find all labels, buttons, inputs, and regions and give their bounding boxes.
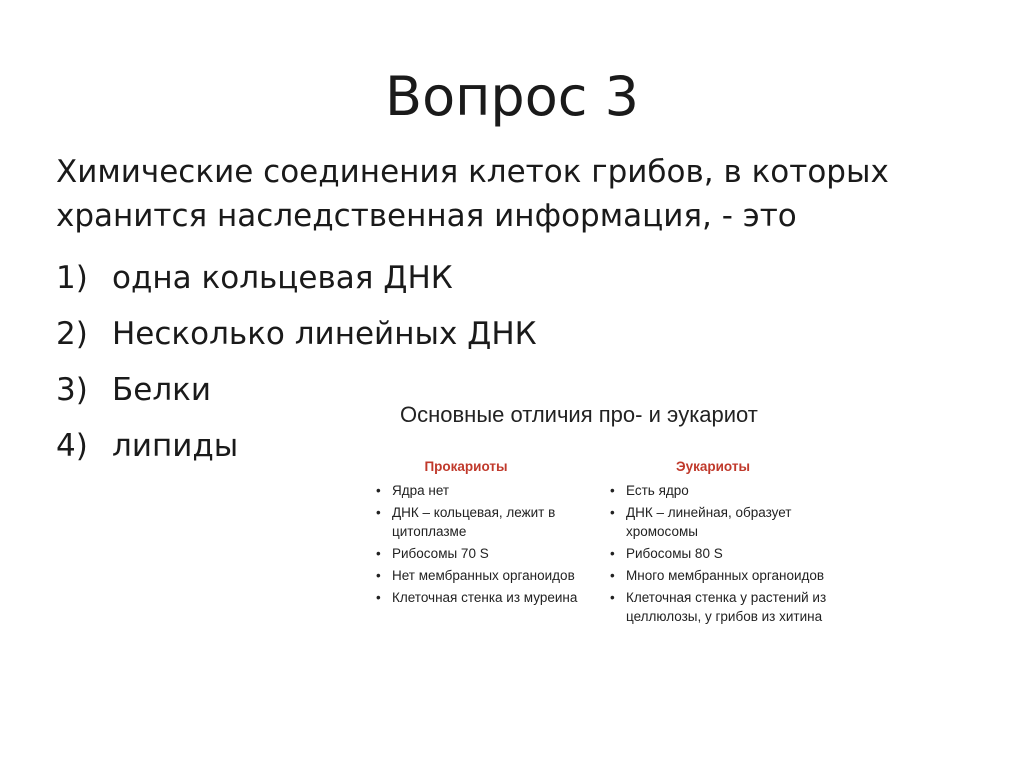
comparison-figure bbox=[362, 396, 832, 696]
list-item: • Рибосомы 80 S bbox=[610, 546, 723, 561]
option-number: 3) bbox=[56, 372, 88, 408]
option-text: липиды bbox=[112, 428, 239, 464]
bullet: • bbox=[610, 590, 615, 605]
option-number: 1) bbox=[56, 260, 88, 296]
bullet: • bbox=[376, 568, 381, 583]
eukaryotes-column bbox=[604, 458, 832, 629]
list-item: • Много мембранных органоидов bbox=[610, 568, 825, 583]
option-text: одна кольцевая ДНК bbox=[112, 260, 453, 296]
option-number: 4) bbox=[56, 428, 88, 464]
list-item: • Есть ядро bbox=[610, 483, 689, 498]
list-item: • Рибосомы 70 S bbox=[376, 546, 489, 561]
bullet: • bbox=[610, 568, 615, 583]
option-text: Белки bbox=[112, 372, 212, 408]
list-item: • Клеточная стенка у растений из целлюлозы, у грибов из хитина bbox=[610, 590, 827, 624]
comparison-title: Основные отличия про- и эукариот bbox=[400, 402, 758, 427]
bullet: • bbox=[610, 505, 615, 520]
bullet: • bbox=[376, 505, 381, 520]
prokaryotes-heading: Прокариоты bbox=[424, 459, 508, 474]
bullet: • bbox=[610, 483, 615, 498]
list-item: • ДНК – линейная, образует хромосомы bbox=[610, 505, 792, 539]
list-item: • Клеточная стенка из муреина bbox=[376, 590, 578, 605]
answer-option bbox=[56, 312, 537, 356]
list-item: • Ядра нет bbox=[376, 483, 450, 498]
bullet: • bbox=[610, 546, 615, 561]
bullet: • bbox=[376, 590, 381, 605]
list-item: • Нет мембранных органоидов bbox=[376, 568, 575, 583]
eukaryotes-heading: Эукариоты bbox=[676, 459, 750, 474]
question-text: Химические соединения клеток грибов, в которых хранится наследственная информация, - это bbox=[56, 154, 889, 234]
eukaryotes-list bbox=[604, 481, 832, 626]
list-item: • ДНК – кольцевая, лежит в цитоплазме bbox=[376, 505, 556, 539]
bullet: • bbox=[376, 483, 381, 498]
option-text: Несколько линейных ДНК bbox=[112, 316, 537, 352]
answer-option bbox=[56, 256, 537, 300]
slide-title: Вопрос 3 bbox=[385, 65, 639, 128]
bullet: • bbox=[376, 546, 381, 561]
option-number: 2) bbox=[56, 316, 88, 352]
prokaryotes-list bbox=[370, 481, 598, 607]
prokaryotes-column bbox=[370, 458, 598, 610]
